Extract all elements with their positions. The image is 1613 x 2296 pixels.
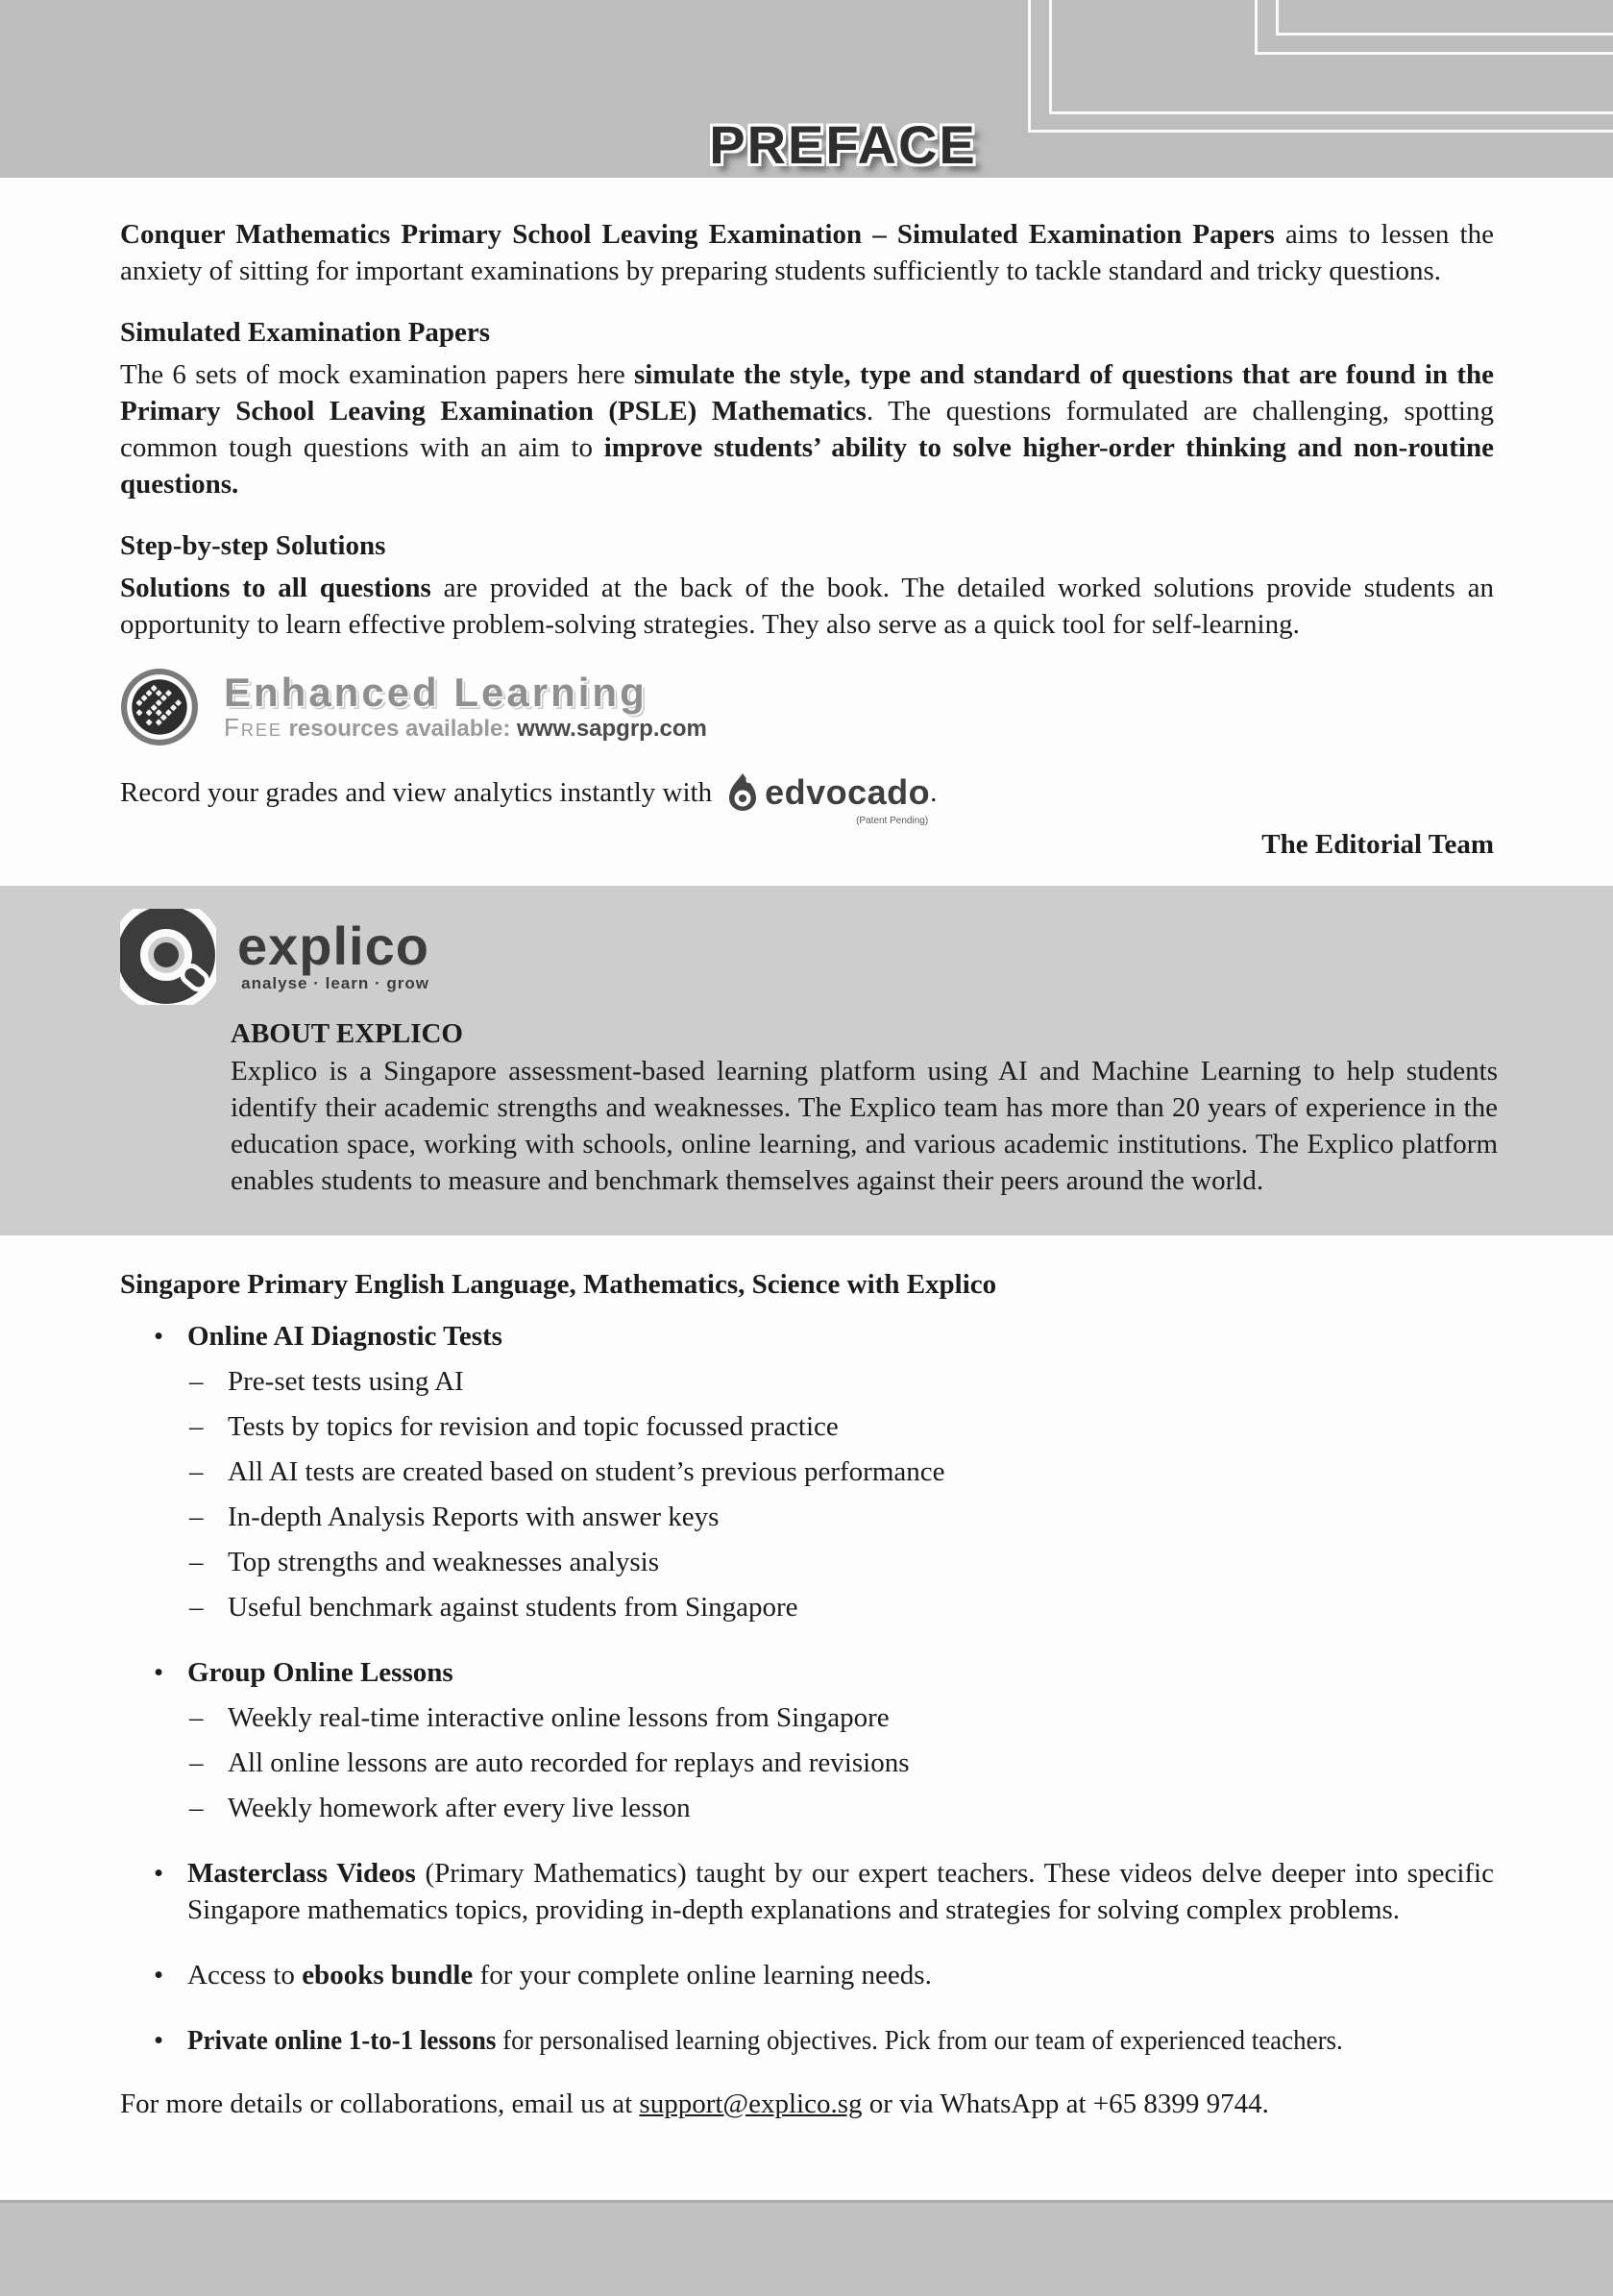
explico-logo-icon	[120, 909, 216, 1005]
simulated-seg0: The 6 sets of mock examination papers here	[120, 359, 635, 390]
group-item-1: All online lessons are auto recorded for replays and revisions	[228, 1747, 910, 1778]
about-explico-text: Explico is a Singapore assessment-based learning platform using AI and Machine Learning to help students identify their academic strengths and weaknesses. The Explico team has more than 20 years of experience in the education space, working with schools, online learning, and various academic institutions. The Explico platform enables students to measure and benchmark themselves against their peers around the world.	[231, 1056, 1498, 1196]
bullet-marker: •	[154, 1858, 164, 1889]
edvocado-logo	[725, 771, 931, 826]
dash-marker: –	[189, 1747, 204, 1778]
list-item	[120, 1544, 1494, 1580]
bullet-marker: •	[154, 1960, 164, 1991]
dash-marker: –	[189, 1702, 204, 1733]
ai-tests-bullet	[120, 1318, 1494, 1355]
list-item	[120, 1499, 1494, 1535]
intro-bold-text: Conquer Mathematics Primary School Leaving Examination – Simulated Examination Papers	[120, 219, 1275, 250]
simulated-papers-heading: Simulated Examination Papers	[120, 317, 491, 348]
ebooks-seg0: Access to	[187, 1960, 303, 1991]
ebooks-seg2: for your complete online learning needs.	[473, 1960, 932, 1991]
ai-tests-title: Online AI Diagnostic Tests	[187, 1321, 502, 1352]
enhanced-learning-subtitle	[224, 714, 707, 743]
list-item	[120, 1699, 1494, 1736]
edvocado-line	[120, 771, 1494, 826]
ai-item-2: All AI tests are created based on student’s previous performance	[228, 1456, 945, 1487]
ai-item-4: Top strengths and weaknesses analysis	[228, 1547, 659, 1577]
contact-seg0: For more details or collaborations, email us at	[120, 2088, 640, 2119]
solutions-heading: Step-by-step Solutions	[120, 530, 386, 561]
editorial-team-byline: The Editorial Team	[1261, 829, 1494, 860]
offerings-section	[0, 1235, 1613, 2122]
preface-header-band	[0, 0, 1613, 178]
list-item	[120, 1790, 1494, 1826]
private-lessons-bold: Private online 1-to-1 lessons	[187, 2025, 497, 2056]
masterclass-bullet	[120, 1855, 1494, 1928]
enhanced-learning-title: Enhanced Learning	[224, 670, 648, 715]
solutions-paragraph	[120, 570, 1494, 643]
explico-tagline: analyse · learn · grow	[241, 974, 429, 992]
page-title: PREFACE	[709, 114, 977, 175]
ai-item-1: Tests by topics for revision and topic focussed practice	[228, 1411, 839, 1442]
solutions-seg1: are provided at the back of the book. The detailed worked solutions provide students an opportunity to learn effective problem-solving strategies. They also serve as a quick tool for self-learning.	[120, 573, 1494, 640]
list-item	[120, 1453, 1494, 1490]
ebooks-bold: ebooks bundle	[302, 1960, 474, 1991]
intro-paragraph	[120, 216, 1494, 289]
dash-marker: –	[189, 1502, 204, 1532]
free-rest: resources available:	[281, 716, 518, 742]
ai-item-3: In-depth Analysis Reports with answer keys	[228, 1502, 720, 1532]
explico-wordmark	[237, 916, 429, 993]
enhanced-learning-block	[120, 668, 1494, 746]
ai-item-0: Pre-set tests using AI	[228, 1366, 464, 1397]
masterclass-bold: Masterclass Videos	[187, 1858, 416, 1889]
enhanced-learning-badge-icon	[120, 668, 199, 746]
group-item-2: Weekly homework after every live lesson	[228, 1793, 691, 1823]
footer-band	[0, 2200, 1613, 2296]
edvocado-post-text: .	[930, 776, 938, 808]
private-lessons-rest: for personalised learning objectives. Pick from our team of experienced teachers.	[496, 2025, 1343, 2056]
intro-rest-text: aims to lessen the anxiety of sitting for important examinations by preparing students sufficiently to tackle standard and tricky questions.	[120, 219, 1494, 286]
dash-marker: –	[189, 1547, 204, 1577]
list-item	[120, 1363, 1494, 1400]
private-lessons-text	[187, 2022, 1343, 2059]
list-item	[120, 1745, 1494, 1781]
about-explico-heading: ABOUT EXPLICO	[231, 1018, 463, 1049]
list-item	[120, 1589, 1494, 1625]
bullet-marker: •	[154, 2025, 164, 2056]
dash-marker: –	[189, 1366, 204, 1397]
list-item	[120, 1408, 1494, 1445]
explico-brand-text: explico	[237, 916, 429, 976]
solutions-seg0: Solutions to all questions	[120, 573, 431, 603]
contact-seg2: or via WhatsApp at +65 8399 9744.	[862, 2088, 1269, 2119]
group-item-0: Weekly real-time interactive online lessons from Singapore	[228, 1702, 890, 1733]
dash-marker: –	[189, 1793, 204, 1823]
dash-marker: –	[189, 1411, 204, 1442]
ebooks-text	[187, 1957, 932, 1993]
about-explico-body	[231, 1014, 1498, 1199]
explico-logo-row	[120, 909, 1498, 1005]
group-lessons-bullet	[120, 1654, 1494, 1691]
simulated-seg2: . The questions formulated are challenging, spotting common tough questions with an aim to	[120, 396, 1494, 463]
simulated-seg1: simulate the style, type and standard of questions that are found in the Primary School Leaving Examination (PSLE) Mathematics	[120, 359, 1494, 427]
simulated-seg3: improve students’ ability to solve higher-order thinking and non-routine questions.	[120, 432, 1494, 500]
edvocado-brand-text: edvocado	[765, 772, 931, 812]
group-lessons-title: Group Online Lessons	[187, 1657, 453, 1688]
page-body	[0, 178, 1613, 2200]
private-lessons-bullet	[120, 2022, 1494, 2059]
bullet-marker: •	[154, 1321, 164, 1352]
dash-marker: –	[189, 1456, 204, 1487]
masterclass-text	[187, 1855, 1494, 1928]
preface-text-block	[0, 178, 1613, 861]
edvocado-pre-text: Record your grades and view analytics instantly with	[120, 776, 713, 808]
ai-item-5: Useful benchmark against students from Singapore	[228, 1592, 798, 1623]
corner-frame-inner-2	[1276, 0, 1613, 36]
dash-marker: –	[189, 1592, 204, 1623]
contact-line	[120, 2086, 1494, 2122]
support-email-link[interactable]: support@explico.sg	[639, 2088, 863, 2119]
bullet-marker: •	[154, 1657, 164, 1688]
free-word: Free	[224, 713, 282, 742]
enhanced-learning-text	[224, 672, 707, 743]
ebooks-bullet	[120, 1957, 1494, 1993]
edvocado-patent-text: (Patent Pending)	[856, 816, 929, 826]
about-explico-section	[0, 886, 1613, 1235]
sapgrp-url: www.sapgrp.com	[517, 716, 707, 742]
avocado-icon	[725, 771, 760, 814]
offerings-heading: Singapore Primary English Language, Mathematics, Science with Explico	[120, 1269, 997, 1300]
simulated-papers-paragraph	[120, 356, 1494, 502]
masterclass-rest: (Primary Mathematics) taught by our expert teachers. These videos delve deeper into specific Singapore mathematics topics, providing in-depth explanations and strategies for solving complex problems.	[187, 1858, 1494, 1925]
